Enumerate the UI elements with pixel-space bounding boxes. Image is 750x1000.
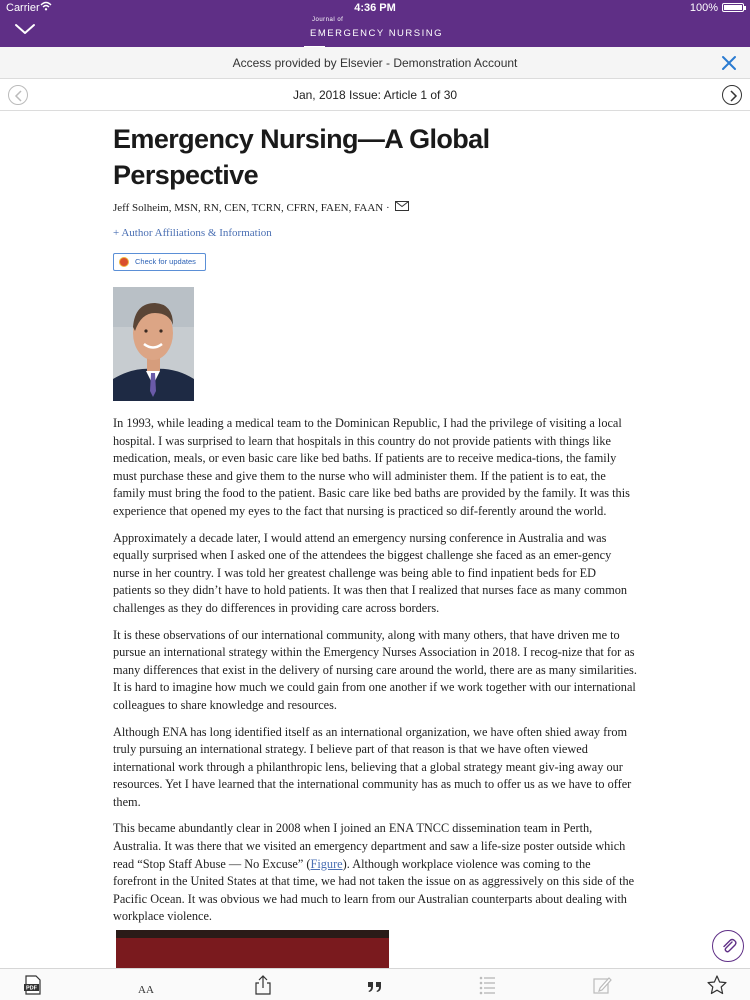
mail-icon[interactable] (395, 201, 409, 211)
list-icon (477, 974, 499, 996)
text-size-button[interactable] (137, 976, 161, 998)
check-for-updates-label: Check for updates (135, 257, 196, 266)
paragraph-text: This became abundantly clear in 2008 when I joined an ENA TNCC dissemination team in Perth, Australia. It was there that we visited an emergency department and saw a life-size poster outside which read “Stop Staff Abuse — No Excuse” ( (113, 821, 626, 871)
access-text: Access provided by Elsevier - Demonstration Account (232, 56, 518, 70)
check-for-updates-button[interactable] (113, 253, 206, 271)
journal-logo-name: EMERGENCY NURSING (310, 28, 444, 39)
share-icon (252, 974, 274, 996)
author-affiliations-link[interactable]: + Author Affiliations & Information (113, 227, 272, 239)
status-bar (0, 0, 750, 16)
paragraph-text: ). Although workplace violence was coming to the forefront in the United States at that time, we had not taken the issue on as aggressively on this side of the Pacific Ocean. It was obvious we had much to learn from our Australian counterparts about dealing with workplace violence. (113, 856, 635, 924)
journal-logo-small: Journal of (312, 17, 344, 23)
bottom-toolbar (0, 968, 750, 1000)
crossmark-icon (119, 257, 129, 267)
pdf-button[interactable] (22, 974, 44, 996)
paragraph: In 1993, while leading a medical team to the Dominican Republic, I had the privilege of visiting a local hospital. I was surprised to learn that hospitals in this country do not provide patients with things like medication, meals, or even basic care like bed baths. If patients are to receive medica-tions, the family must purchase these and give them to the nurse who will administer them. If the patient is to eat, the family must bring the food to the patient. Basic care like bed baths are provided by the family. It was this experience that opened my eyes to the fact that nursing is practiced so dif-ferently around the world. (113, 416, 630, 518)
battery-percent: 100% (689, 2, 718, 14)
figure-link[interactable]: Figure (310, 856, 343, 871)
close-button[interactable] (720, 54, 738, 72)
article-figure[interactable] (116, 930, 389, 970)
carrier-label: Carrier (6, 2, 40, 14)
text-size-label: AA (138, 984, 154, 996)
quote-icon (364, 974, 386, 996)
outline-button[interactable] (477, 974, 499, 996)
author-name: Jeff Solheim, MSN, RN, CEN, TCRN, CFRN, FAEN, FAAN · (113, 202, 390, 214)
paperclip-icon (721, 938, 737, 954)
article-title: Emergency Nursing—A Global Perspective (113, 124, 490, 190)
issue-nav-bar (0, 80, 750, 111)
pdf-icon (22, 974, 44, 996)
paragraph (113, 820, 637, 926)
paragraph: It is these observations of our international community, along with many others, that have driven me to pursue an international strategy within the Emergency Nurses Association in 2018. I recog-nize that for as many differences that exist in the delivery of nursing care around the world, there are as many similarities. It is hard to imagine how much we could gain from one another if we work together with our international colleagues to share knowledge and resources. (113, 627, 637, 712)
access-banner (0, 47, 750, 79)
edit-icon (591, 974, 613, 996)
bookmark-button[interactable] (706, 974, 728, 996)
author-line (113, 201, 637, 219)
chevron-right-icon (728, 90, 738, 102)
paragraph: Although ENA has long identified itself as an international organization, we have often shied away from truly pursuing an international strategy. I believe part of that reason is that we have often viewed international work through a philanthropic lens, believing that a global strategy meant giv-ing away our resources. Yet I have learned that the international community has as much to offer us as we have to offer them. (113, 724, 632, 809)
annotate-button[interactable] (591, 974, 613, 996)
text-size-icon (137, 976, 161, 996)
collapse-button[interactable] (14, 19, 36, 39)
chevron-down-icon (14, 19, 36, 39)
star-icon (706, 974, 728, 996)
journal-logo (300, 17, 450, 41)
pdf-icon-label: PDF (26, 985, 37, 992)
next-article-button[interactable] (722, 85, 742, 105)
cite-button[interactable] (364, 974, 386, 996)
close-icon (720, 54, 738, 72)
paragraph: Approximately a decade later, I would attend an emergency nursing conference in Australia and was equally surprised when I asked one of the attendees the biggest challenge she faced as an emer-gency nurse in her country. I was told her greatest challenge was being able to find inpatient beds for ED patients so they didn’t have to hold patients. It was then that I realized that nurses face as many common challenges as they do differences in providing care across borders. (113, 530, 628, 615)
article-body (113, 415, 637, 926)
author-photo (113, 287, 194, 401)
article-content (113, 121, 637, 935)
issue-label: Jan, 2018 Issue: Article 1 of 30 (292, 88, 458, 102)
attachment-button[interactable] (712, 930, 744, 962)
top-bar (0, 0, 750, 47)
share-button[interactable] (252, 974, 274, 996)
status-time: 4:36 PM (354, 2, 396, 14)
battery-icon (722, 3, 744, 12)
